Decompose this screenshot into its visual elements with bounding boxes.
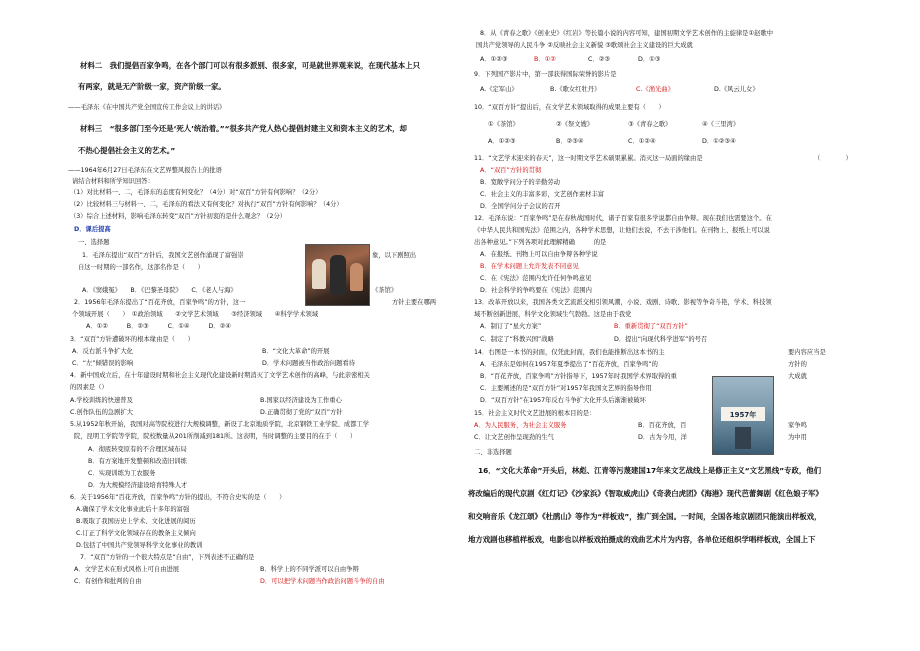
q6-stem: 6．关于1956年“百花齐放，百家争鸣”方针的提出，不符合史实的是（ ） [70, 494, 286, 501]
q2-stem-a: 2．1956年毛泽东提出了“百花齐放，百家争鸣”的方针，这一 [74, 299, 246, 306]
q7-option-d: D．可以把学术问题当作政治问题斗争的自由 [260, 578, 385, 585]
choice-section-title: 一、选择题 [78, 239, 110, 246]
q15-option-d-tail: 为中用 [788, 434, 807, 441]
q11-stem: 11．“文艺学术迎来的春天”，这一时期文学艺术硕果累累。消灭这一局面的缘由是 [474, 155, 703, 162]
q3-option-b: B．“文化大革命”的开展 [262, 348, 330, 355]
q15-option-b-tail: 家争鸣 [788, 422, 807, 429]
stage-photo-image [305, 244, 370, 306]
q5-stem-a: 5.从1952年秋开始，我国对高等院校进行大规模调整，新设了北京地质学院，北京钢铁工业学院、成都工学 [70, 421, 370, 428]
q9-option-b: B.《歌女红牡丹》 [550, 86, 601, 93]
material-2-source: ——毛泽东《在中国共产党全国宣传工作会议上的讲话》 [68, 104, 226, 111]
q1-option-d: 《茶馆》 [372, 287, 398, 294]
q15-option-d: D．古为今用，洋 [638, 434, 687, 441]
q3-option-c: C．“左”倾错误的影响 [72, 360, 134, 367]
sub-question-3: （3）综合上述材料，影响毛泽东转变“双百”方针初衷的是什么观念？（2分） [70, 213, 287, 220]
q12-option-b: B．在学术问题上允许发表不同意见 [480, 263, 579, 270]
q1-stem-b: 自这一时期的一部名作，这部名作是（ ） [78, 264, 204, 271]
q13-stem-a: 13．改革开放以来，我国各类文艺流派交相引领风潮，小说、戏剧、诗歌、影视等争奇斗艳，学术、科技领 [474, 299, 772, 306]
question-prompt: 请结合材料和所学知识回答： [72, 178, 154, 185]
q8-option-a: A．①②③ [480, 56, 508, 63]
q3-option-d: D．学术问题被当作政治问题看待 [262, 360, 356, 367]
q7-stem: 7．“双百”方针的一个很大特点是“自由”，下列表述不正确的是 [80, 554, 255, 561]
material-3-line-1: 材料三 “很多部门至今还是‘死人’统治着。”“很多共产党人热心提倡封建主义和资本主义的艺术，却 [80, 124, 407, 133]
q10-option-d: D．①②③④ [702, 138, 736, 145]
q4-stem-a: 4．新中国成立后，在十年建设时期和社会主义现代化建设新时期消灭了文学艺术创作的高峰，与此亲密相关 [70, 372, 370, 379]
q6-option-d: D.包括了中国共产党领导科学文化事业的教训 [76, 542, 203, 549]
q14-option-b-tail: 大成就 [788, 373, 807, 380]
q1-stem-a: 1．毛泽东提出“双百”方针后，我国文艺创作涌现了富强崇 [82, 252, 244, 259]
q10-item-2: ②《祭文嫂》 [556, 121, 594, 128]
q11-option-b: B．宽敞学问分子的辛勤劳动 [480, 179, 560, 186]
q7-option-b: B．科学上的不同学派可以自由争辩 [260, 566, 359, 573]
q7-option-a: A．文学艺术在形式风格上可自由进展 [74, 566, 180, 573]
q4-option-a: A.学校训练的快速普及 [70, 397, 133, 404]
q15-option-b: B．百花齐放，百 [638, 422, 687, 429]
q5-option-c: C．实现训练为工农服务 [88, 470, 156, 477]
q4-option-c: C.创作队伍的急剧扩大 [70, 409, 134, 416]
q12-stem-b: 《中华人民共和国宪法》范围之内，各种学术思想，让他们去说，不去干涉他们。在刊物上、报纸上可以说 [474, 227, 770, 234]
q15-option-a: A．为人民服务，为社会主义服务 [474, 422, 567, 429]
q9-stem: 9．下列国产影片中，第一部获得国际荣誉的影片是 [474, 71, 617, 78]
q6-option-b: B.吸取了我国历史上学术、文化进展的阅历 [76, 518, 196, 525]
q7-option-c: C．有创作和批判的自由 [74, 578, 142, 585]
material-3-line-2: 不热心提倡社会主义的艺术。” [78, 146, 176, 155]
q1-options: A．《窦娥冤》 B．《巴黎圣母院》 C．《老人与海》 [82, 287, 237, 294]
material-2-line-2: 有两家，就是无产阶级一家，资产阶级一家。 [78, 82, 226, 91]
q2-stem-b: 个领域开展（ ） ①政治领域 ②文学艺术领域 ③经济领域 ④科学学术领域 [72, 311, 319, 318]
q4-option-b: B.国家以经济建设为工作重心 [260, 397, 342, 404]
sub-question-1: （1）对比材料一、二，毛泽东的态度有何变化？（4分）对“双百”方针有何影响？（2分） [70, 189, 322, 196]
non-choice-section-title: 二、非选择题 [474, 449, 512, 456]
q13-option-a: A．制订了“星火方案” [480, 323, 542, 330]
q6-option-a: A.确保了学术文化事业此后十多年的富强 [76, 506, 190, 513]
q15-option-c: C．让文艺创作呈现劲的生气 [474, 434, 554, 441]
material-3-source: ——1964年6月27日毛泽东在文艺界整风报告上的批语 [68, 167, 222, 174]
q5-stem-b: 院，昆明工学院等学院，院校数量从201所削减到181所。这表明，当时调整的主要目的在于（ ） [74, 433, 357, 440]
q10-option-c: C．①②④ [628, 138, 656, 145]
q3-stem: 3．“双百”方针遭破坏的根本缘由是（ ） [70, 336, 194, 343]
q1-stem-a-tail: 象，以下剧照出 [372, 252, 417, 259]
q16-line-3: 和交响音乐《龙江颂》《杜鹃山》等作为“样板戏”，推广到全国。一时间，全国各地京剧团只能演出样板戏， [468, 512, 822, 521]
q14-stem: 14．右图是一本书的封面，仅凭此封面，我们也能推断出这本书的主 [474, 349, 665, 356]
q11-option-d: D．全国学问分子会议的召开 [480, 203, 561, 210]
q14-option-c: C．主要阐述的是“双百方针”对1957年我国文艺界的指导作用 [480, 385, 652, 392]
q3-option-a: A．反右派斗争扩大化 [72, 348, 133, 355]
sub-question-2: （2）比较材料三与材料一、二，毛泽东的看法又有何变化？对执行“双百”方针有何影响？（4分） [70, 201, 343, 208]
q10-stem: 10．“双百方针”提出后，在文学艺术领域取得的成果主要有（ ） [474, 104, 665, 111]
q9-option-a: A.《定军山》 [480, 86, 518, 93]
q14-option-b: B．“百花齐放，百家争鸣”方针指导下，1957年时我国学术界取得的重 [480, 373, 677, 380]
q8-option-c: C．②③ [588, 56, 610, 63]
book-cover-title: 1957年 [729, 411, 757, 419]
q4-option-d: D.正确贯彻了党的“双百”方针 [260, 409, 343, 416]
q14-option-a-tail: 方针的 [788, 361, 807, 368]
q16-line-2: 将改编后的现代京剧《红灯记》《沙家浜》《智取威虎山》《奇袭白虎团》《海港》现代芭蕾舞剧《红色娘子军》 [468, 489, 823, 498]
q8-stem-a: 8．从《青春之歌》《创业史》《红岩》等长篇小说的内容可知，建国初期文学艺术创作的主旋律是①赵歌中 [480, 30, 774, 37]
q9-option-d: D.《风云儿女》 [714, 86, 759, 93]
section-d-heading: D．课后提高 [74, 226, 111, 233]
q14-stem-tail: 要内容应当是 [788, 349, 826, 356]
q16-line-1: 16．“文化大革命”开头后，林彪、江青等污蔑建国17年来文艺战线上是修正主义“文艺黑线”专政，他们 [478, 466, 822, 475]
q4-stem-b: 的因素是（） [70, 384, 108, 391]
q5-option-a: A．彻底转变原有的不合理区域布局 [88, 446, 187, 453]
q13-option-c: C．制定了“科教兴国”战略 [480, 336, 554, 343]
q5-option-b: B．有方案地开发整顿和改造旧训练 [88, 458, 187, 465]
q8-stem-b: 国共产党领导的人民斗争 ②反映社会主义新貌 ③歌颂社会主义建设的巨大成就 [476, 42, 693, 49]
q12-option-d: D．社会科学的争鸣要在《宪法》范围内 [480, 287, 592, 294]
q12-option-a: A．在报纸、刊物上可以自由争辩各种学说 [480, 251, 598, 258]
q6-option-c: C.订正了科学文化领域存在的教条主义倾向 [76, 530, 196, 537]
q12-stem-c: 出各种意见。”下列各项对此理解精确 的是 [474, 239, 607, 246]
book-cover-image [712, 376, 774, 455]
q11-paren: （ ） [814, 155, 852, 162]
q8-option-b: B．①② [534, 56, 556, 63]
q12-stem-a: 12．毛泽东说：“百家争鸣”是在春秋战国时代，诸子百家有很多学说都自由争辩。现在我们也需要这个。在 [474, 215, 772, 222]
q10-option-b: B．②③④ [556, 138, 584, 145]
q10-item-3: ③《青春之歌》 [628, 121, 672, 128]
q13-option-b: B．重新贯彻了“双百方针” [614, 323, 688, 330]
q2-stem-a-tail: 方针主要在哪两 [392, 299, 437, 306]
q10-item-4: ④《三里湾》 [702, 121, 740, 128]
q13-option-d: D．提出“向现代科学进军”的号召 [614, 336, 708, 343]
material-2-line-1: 材料二 我们提倡百家争鸣，在各个部门可以有很多派别、很多家，可是就世界观来说，在现代基本上只 [80, 61, 420, 70]
q9-option-c: C.《渔光曲》 [636, 86, 674, 93]
q10-item-1: ①《茶馆》 [488, 121, 519, 128]
q5-option-d: D．为大规模经济建设培育特殊人才 [88, 482, 188, 489]
q14-option-d: D．“双百方针”在1957年反右斗争扩大化开头后渐渐被破坏 [480, 397, 646, 404]
q15-stem: 15．社会主义时代文艺进展的根本目的是： [474, 410, 596, 417]
q11-option-c: C．社会主义的丰富多彩，文艺创作素材丰富 [480, 191, 605, 198]
q12-option-c: C．在《宪法》范围内允许任何争鸣意见 [480, 275, 592, 282]
q13-stem-b: 域不断创新进展，科学文化领域生气勃勃。这是由于我党 [474, 311, 632, 318]
q11-option-a: A．“双百”方针的贯彻 [480, 167, 542, 174]
q8-option-d: D．①③ [638, 56, 661, 63]
q10-option-a: A．①②③ [488, 138, 516, 145]
q14-option-a: A．毛泽东是如何在1957年夏季提出了“百花齐放，百家争鸣”的 [480, 361, 658, 368]
q2-options: A．①② B．②③ C．①④ D．②④ [86, 323, 231, 330]
q16-line-4: 地方戏剧也移植样板戏，电影也以样板戏拍摄成的戏曲艺术片为内容，各单位还组织学唱样板戏，全国上下 [468, 535, 816, 544]
